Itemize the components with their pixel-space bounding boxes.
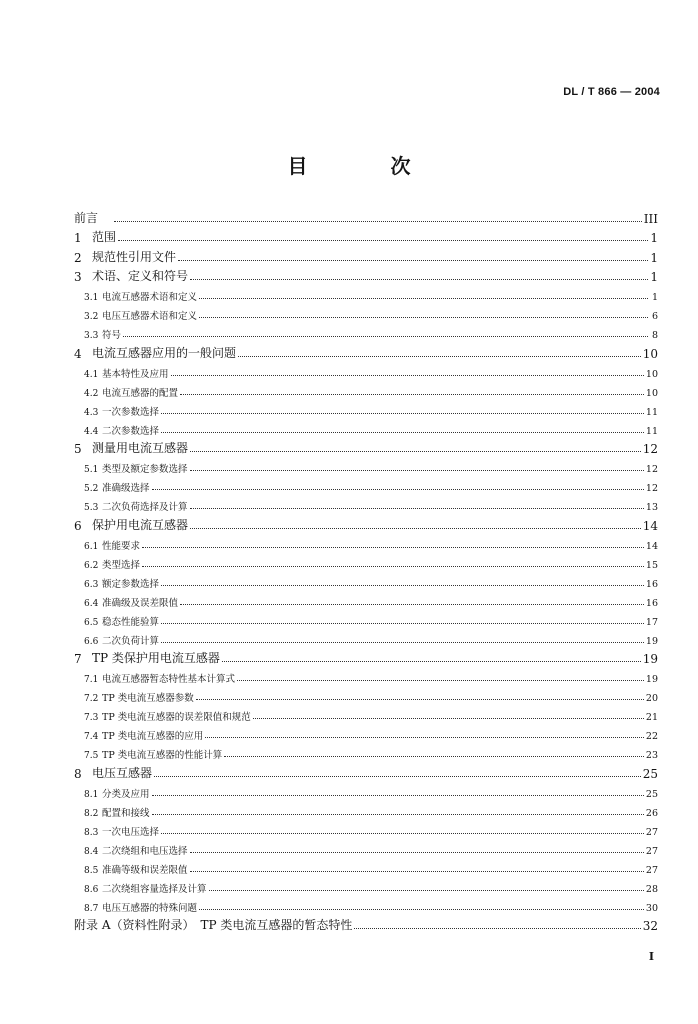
toc-entry-title: 基本特性及应用 — [102, 368, 169, 380]
toc-entry-page: 19 — [645, 674, 658, 685]
toc-entry-page: 19 — [642, 652, 658, 666]
toc-dot-leader — [190, 871, 644, 872]
toc-dot-leader — [180, 604, 644, 605]
toc-entry-page: 15 — [645, 559, 658, 571]
toc-dot-leader — [142, 566, 644, 567]
toc-entry-number: 7.3 — [84, 713, 99, 723]
toc-entry-title: 前言 — [74, 210, 99, 225]
toc-entry-title: 一次电压选择 — [102, 826, 160, 838]
toc-entry — [74, 245, 658, 265]
toc-entry-page: 19 — [645, 635, 658, 647]
toc-entry-number: 3.2 — [84, 312, 99, 322]
toc-dot-leader — [205, 737, 644, 738]
toc-entry-number: 8.2 — [84, 808, 99, 819]
toc-entry — [74, 742, 658, 761]
toc-entry-title: 二次参数选择 — [102, 425, 160, 437]
toc-entry-number: 8.3 — [84, 827, 99, 838]
toc-entry — [74, 437, 658, 457]
toc-entry — [74, 876, 658, 895]
toc-dot-leader — [190, 279, 648, 280]
toc-entry-title: 性能要求 — [102, 540, 141, 552]
toc-entry — [74, 590, 658, 609]
toc-entry-title: 配置和接线 — [102, 807, 150, 819]
toc-entry-page: 11 — [645, 406, 658, 418]
toc-entry-title: 稳态性能验算 — [102, 616, 160, 628]
toc-dot-leader — [190, 528, 641, 529]
toc-entry-title: 规范性引用文件 — [92, 249, 177, 264]
toc-entry — [74, 628, 658, 647]
toc-dot-leader — [199, 909, 644, 910]
toc-dot-leader — [161, 623, 644, 624]
toc-entry-title: TP 类电流互感器的性能计算 — [102, 750, 223, 761]
toc-entry — [74, 819, 658, 838]
toc-dot-leader — [180, 394, 644, 395]
toc-entry-number: 6.3 — [84, 579, 99, 590]
toc-entry — [74, 341, 658, 361]
toc-entry-title: 电流互感器应用的一般问题 — [92, 345, 237, 360]
toc-entry-number: 8.7 — [84, 903, 99, 914]
toc-entry-page: 10 — [645, 387, 658, 399]
toc-entry-number: 5.2 — [84, 484, 99, 494]
toc-entry-page: 25 — [642, 766, 658, 781]
toc-entry — [74, 666, 658, 685]
toc-entry — [74, 800, 658, 819]
toc-entry — [74, 418, 658, 437]
toc-entry-page: 1 — [650, 231, 658, 245]
toc-entry-page: 14 — [642, 518, 658, 533]
toc-dot-leader — [190, 508, 644, 509]
toc-entry — [74, 704, 658, 723]
standard-code: DL / T 866 — 2004 — [563, 86, 660, 98]
toc-entry-number: 7.5 — [84, 751, 99, 761]
toc-entry-page: 6 — [651, 311, 658, 322]
toc-entry-number: 3.3 — [84, 331, 99, 341]
toc-entry-page: 12 — [642, 442, 658, 456]
toc-dot-leader — [190, 852, 644, 853]
table-of-contents — [74, 206, 658, 933]
toc-dot-leader — [152, 795, 644, 796]
toc-entry — [74, 456, 658, 475]
toc-dot-leader — [118, 240, 648, 241]
toc-entry-page: 1 — [651, 292, 658, 303]
toc-dot-leader — [152, 814, 644, 815]
toc-entry-page: 32 — [642, 919, 658, 933]
toc-dot-leader — [178, 260, 648, 261]
toc-entry-page: 30 — [645, 902, 658, 914]
toc-entry-title: 二次绕组容量选择及计算 — [102, 883, 207, 895]
toc-entry-number: 2 — [74, 250, 82, 265]
toc-entry-page: 27 — [645, 864, 658, 876]
toc-entry — [74, 361, 658, 380]
toc-entry-title: 测量用电流互感器 — [92, 441, 189, 455]
toc-entry-title: 类型选择 — [102, 559, 141, 571]
toc-dot-leader — [224, 756, 644, 757]
toc-entry-title: 附录 A（资料性附录） TP 类电流互感器的暂态特性 — [74, 918, 353, 932]
toc-entry-number: 1 — [74, 231, 82, 245]
toc-entry-page: 10 — [645, 368, 658, 380]
toc-entry-title: 电压互感器术语和定义 — [102, 311, 198, 322]
toc-dot-leader — [154, 776, 641, 777]
toc-entry — [74, 206, 658, 226]
toc-dot-leader — [199, 298, 648, 299]
toc-entry-number: 4 — [74, 346, 82, 361]
toc-entry-number: 5 — [74, 442, 82, 456]
toc-entry-page: 21 — [645, 712, 658, 723]
toc-entry-title: 分类及应用 — [102, 788, 150, 800]
toc-entry-number: 6.4 — [84, 598, 99, 609]
toc-entry-page: 13 — [645, 502, 658, 513]
toc-entry-title: 保护用电流互感器 — [92, 517, 189, 532]
toc-entry-title: 二次负荷选择及计算 — [102, 502, 188, 513]
toc-entry-title: TP 类电流互感器参数 — [102, 693, 194, 704]
toc-entry-number: 8 — [74, 766, 82, 781]
toc-dot-leader — [238, 356, 641, 357]
toc-entry-number: 7.1 — [84, 675, 99, 685]
toc-dot-leader — [161, 833, 644, 834]
toc-entry — [74, 399, 658, 418]
toc-entry-number: 8.6 — [84, 884, 99, 895]
toc-entry-number: 6.5 — [84, 617, 99, 628]
toc-entry-page: 16 — [645, 578, 658, 590]
toc-entry-title: 类型及额定参数选择 — [102, 464, 188, 475]
toc-entry — [74, 322, 658, 341]
toc-entry — [74, 226, 658, 246]
toc-entry-page: 12 — [645, 464, 658, 475]
toc-entry — [74, 303, 658, 322]
toc-entry — [74, 475, 658, 494]
toc-dot-leader — [209, 890, 644, 891]
toc-entry-title: 术语、定义和符号 — [92, 269, 189, 283]
toc-entry — [74, 781, 658, 800]
toc-entry-page: 10 — [642, 346, 658, 361]
toc-entry-title: 电流互感器的配置 — [102, 387, 179, 399]
toc-entry-number: 4.4 — [84, 426, 99, 437]
toc-dot-leader — [190, 470, 644, 471]
toc-entry-number: 4.1 — [84, 369, 99, 380]
toc-entry-title: 额定参数选择 — [102, 578, 160, 590]
toc-entry-title: 电压互感器的特殊问题 — [102, 902, 198, 914]
toc-dot-leader — [171, 375, 644, 376]
toc-entry — [74, 761, 658, 781]
toc-entry-number: 6 — [74, 518, 82, 533]
toc-entry — [74, 533, 658, 552]
toc-entry-number: 7 — [74, 652, 82, 666]
toc-entry-title: 电流互感器暂态特性基本计算式 — [102, 674, 236, 685]
toc-entry-page: 12 — [645, 483, 658, 494]
toc-dot-leader — [190, 451, 641, 452]
toc-entry-page: 28 — [645, 883, 658, 895]
toc-entry — [74, 857, 658, 876]
toc-entry-number: 4.3 — [84, 407, 99, 418]
toc-entry-number: 6.2 — [84, 560, 99, 571]
toc-entry-title: 准确级选择 — [102, 483, 150, 494]
toc-entry-title: 准确等级和误差限值 — [102, 864, 188, 876]
toc-entry-page: 20 — [645, 693, 658, 704]
toc-entry-number: 8.1 — [84, 789, 99, 800]
toc-entry-number: 3 — [74, 270, 82, 284]
toc-dot-leader — [161, 413, 644, 414]
toc-entry-page: 25 — [645, 788, 658, 800]
toc-dot-leader — [253, 718, 644, 719]
toc-entry-page: 27 — [645, 826, 658, 838]
toc-entry-page: III — [643, 211, 658, 226]
toc-entry-page: 26 — [645, 807, 658, 819]
toc-entry-page: 27 — [645, 845, 658, 857]
toc-entry — [74, 494, 658, 513]
toc-dot-leader — [161, 642, 644, 643]
toc-entry-number: 8.4 — [84, 846, 99, 857]
toc-entry — [74, 380, 658, 399]
toc-entry — [74, 265, 658, 285]
toc-entry-title: 范围 — [92, 230, 117, 244]
toc-entry — [74, 914, 658, 934]
toc-dot-leader — [196, 699, 644, 700]
toc-entry-number: 6.1 — [84, 541, 99, 552]
toc-entry-page: 14 — [645, 540, 658, 552]
toc-entry — [74, 284, 658, 303]
toc-entry-title: 电压互感器 — [92, 765, 153, 780]
toc-entry — [74, 647, 658, 667]
toc-entry — [74, 723, 658, 742]
toc-entry-title: 符号 — [102, 330, 122, 341]
toc-entry-number: 5.3 — [84, 503, 99, 513]
toc-dot-leader — [161, 432, 644, 433]
toc-entry — [74, 685, 658, 704]
toc-entry-title: 电流互感器术语和定义 — [102, 292, 198, 303]
toc-dot-leader — [222, 661, 641, 662]
toc-entry — [74, 571, 658, 590]
toc-entry-number: 8.5 — [84, 865, 99, 876]
toc-entry-title: TP 类电流互感器的误差限值和规范 — [102, 712, 251, 723]
toc-dot-leader — [114, 221, 642, 222]
toc-entry-title: 准确级及误差限值 — [102, 597, 179, 609]
toc-entry-title: TP 类保护用电流互感器 — [92, 651, 220, 665]
toc-dot-leader — [123, 336, 648, 337]
toc-entry-title: TP 类电流互感器的应用 — [102, 731, 204, 742]
toc-entry-page: 16 — [645, 597, 658, 609]
toc-entry-number: 6.6 — [84, 636, 99, 647]
toc-dot-leader — [152, 489, 644, 490]
toc-entry-page: 17 — [645, 616, 658, 628]
toc-entry-page: 1 — [650, 270, 658, 284]
toc-entry — [74, 609, 658, 628]
toc-entry-page: 22 — [645, 731, 658, 742]
toc-dot-leader — [161, 585, 644, 586]
toc-dot-leader — [354, 928, 640, 929]
toc-entry-page: 23 — [645, 750, 658, 761]
page-number: I — [648, 950, 654, 963]
toc-entry-title: 二次负荷计算 — [102, 635, 160, 647]
toc-entry-number: 3.1 — [84, 293, 99, 303]
toc-dot-leader — [237, 680, 644, 681]
toc-dot-leader — [142, 547, 644, 548]
toc-entry-number: 5.1 — [84, 465, 99, 475]
toc-entry-number: 7.4 — [84, 732, 99, 742]
toc-entry-title: 二次绕组和电压选择 — [102, 845, 188, 857]
toc-entry-page: 1 — [650, 250, 658, 265]
toc-entry-title: 一次参数选择 — [102, 406, 160, 418]
toc-entry-number: 4.2 — [84, 388, 99, 399]
toc-entry — [74, 552, 658, 571]
toc-entry — [74, 838, 658, 857]
toc-entry — [74, 895, 658, 914]
toc-entry-number: 7.2 — [84, 694, 99, 704]
toc-dot-leader — [199, 317, 648, 318]
toc-entry — [74, 513, 658, 533]
page-title: 目 次 — [287, 154, 449, 178]
toc-entry-page: 8 — [651, 330, 658, 341]
toc-entry-page: 11 — [645, 425, 658, 437]
